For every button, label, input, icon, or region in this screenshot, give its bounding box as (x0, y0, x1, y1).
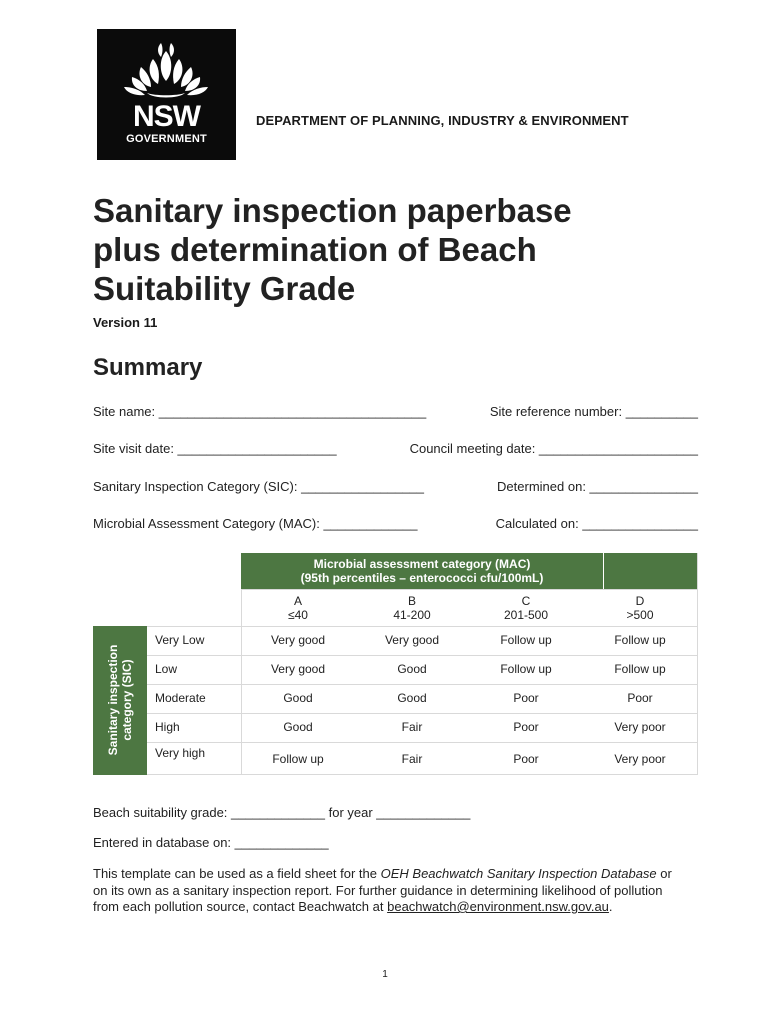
row-label: Moderate (155, 691, 206, 705)
logo-word: NSW (133, 100, 200, 133)
mac-field[interactable]: Microbial Assessment Category (MAC): _____________ (93, 516, 418, 531)
title-line: plus determination of Beach (93, 231, 537, 268)
version-label: Version 11 (93, 315, 158, 330)
column-letter: C (521, 594, 531, 608)
determined-on-field[interactable]: Determined on: _______________ (497, 479, 698, 494)
mac-header-line: (95th percentiles – enterococci cfu/100mL) (300, 571, 544, 585)
table-cell: Good (283, 691, 313, 705)
guidance-text: This template can be used as a field sheet for the (93, 866, 381, 881)
column-range: 41-200 (393, 608, 431, 622)
department-name: DEPARTMENT OF PLANNING, INDUSTRY & ENVIRONMENT (256, 113, 629, 128)
table-cell: Very good (384, 633, 440, 647)
row-label: High (155, 720, 180, 734)
table-cell: Follow up (614, 662, 666, 676)
title-line: Sanitary inspection paperbase (93, 192, 572, 229)
table-cell: Follow up (614, 633, 666, 647)
sic-label-line: Sanitary inspection (106, 644, 120, 756)
table-cell: Fair (401, 720, 423, 734)
summary-heading: Summary (93, 354, 203, 381)
council-meeting-date-field[interactable]: Council meeting date: ______________________ (409, 441, 698, 456)
sic-field[interactable]: Sanitary Inspection Category (SIC): _________________ (93, 479, 424, 494)
table-cell: Good (397, 662, 427, 676)
table-cell: Poor (627, 691, 653, 705)
row-label: Very Low (155, 633, 205, 647)
logo-subtitle: GOVERNMENT (126, 133, 207, 145)
column-range: >500 (626, 608, 654, 622)
row-label: Low (155, 662, 178, 676)
table-cell: Good (397, 691, 427, 705)
column-letter: D (635, 594, 645, 608)
site-visit-date-field[interactable]: Site visit date: ______________________ (93, 441, 337, 456)
column-range: ≤40 (288, 608, 308, 622)
table-cell: Very good (270, 662, 326, 676)
table-cell: Good (283, 720, 313, 734)
mac-header-line: Microbial assessment category (MAC) (313, 557, 531, 571)
table-cell: Very poor (614, 720, 666, 734)
beach-grade-field[interactable]: Beach suitability grade: _____________ for year _____________ (93, 805, 471, 820)
nsw-government-logo (97, 29, 236, 160)
table-cell: Poor (513, 720, 539, 734)
table-cell: Fair (401, 752, 423, 766)
table-cell: Follow up (500, 662, 552, 676)
column-header-d (583, 594, 697, 622)
guidance-text: or on its own as a sanitary inspection report. For further guidance in determining likelihood of pollution from each pollution source, contact Beachwatch at (93, 866, 672, 914)
document-title (93, 191, 713, 308)
database-name: OEH Beachwatch Sanitary Inspection Database (380, 866, 657, 881)
table-cell: Follow up (272, 752, 324, 766)
guidance-text: . (608, 899, 613, 914)
waratah-flower-icon (97, 29, 236, 104)
column-letter: B (407, 594, 416, 608)
site-name-field[interactable]: Site name: _____________________________________ (93, 404, 427, 419)
column-header-a (241, 594, 355, 622)
row-label: Very high (155, 746, 206, 760)
table-cell: Poor (513, 691, 539, 705)
table-cell: Very poor (614, 752, 666, 766)
beachwatch-email-link[interactable]: beachwatch@environment.nsw.gov.au (387, 899, 609, 914)
site-reference-field[interactable]: Site reference number: __________ (489, 404, 698, 419)
column-header-c (469, 594, 583, 622)
table-cell: Poor (513, 752, 539, 766)
mac-header (241, 553, 698, 589)
page-number: 1 (382, 969, 388, 980)
guidance-paragraph (93, 866, 683, 916)
sic-label-line: category (SIC) (120, 659, 134, 741)
column-header-b (355, 594, 469, 622)
beach-suitability-grade-matrix (93, 553, 698, 775)
column-letter: A (293, 594, 302, 608)
entered-in-database-field[interactable]: Entered in database on: _____________ (93, 835, 329, 850)
column-range: 201-500 (503, 608, 549, 622)
sic-side-label (93, 626, 147, 775)
title-line: Suitability Grade (93, 270, 356, 307)
calculated-on-field[interactable]: Calculated on: ________________ (495, 516, 698, 531)
table-cell: Very good (270, 633, 326, 647)
table-cell: Follow up (500, 633, 552, 647)
